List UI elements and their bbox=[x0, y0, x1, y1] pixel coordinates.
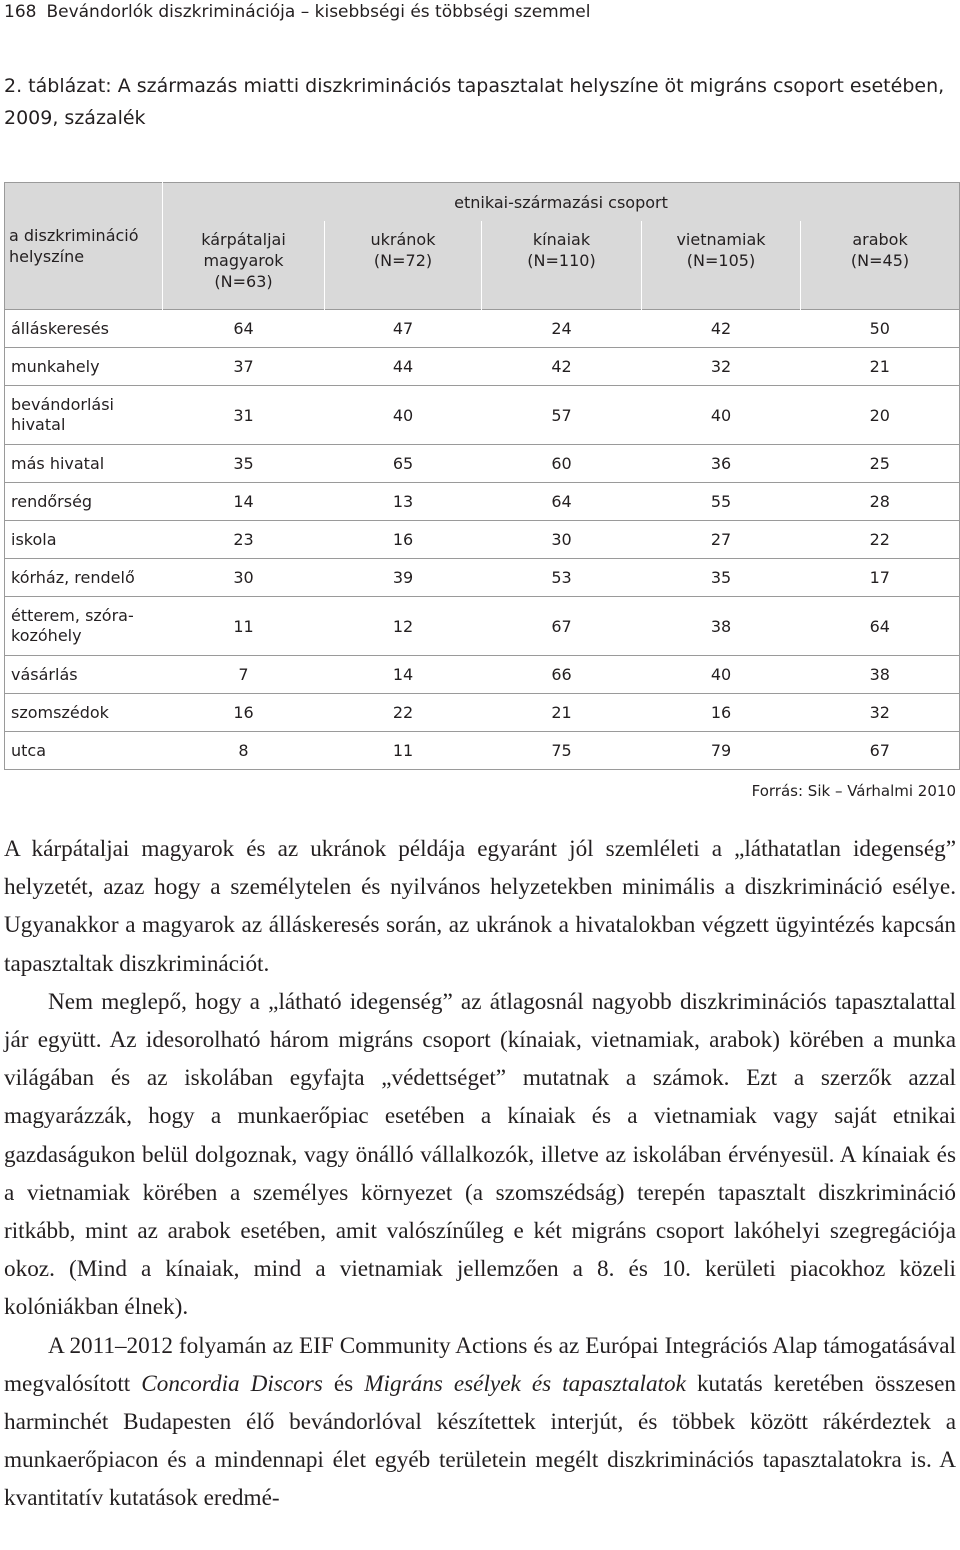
row-label: szomszédok bbox=[5, 694, 163, 732]
discrimination-table bbox=[4, 182, 960, 770]
table-row bbox=[5, 694, 960, 732]
table-cell: 30 bbox=[482, 521, 642, 559]
column-header: ukránok (N=72) bbox=[325, 221, 482, 310]
paragraph-3-text-c: kutatás keretében összesen harminchét Budapesten élő bevándorlóval készítettek interjút, és többek között rákérdeztek a munkaerőpiacon és a mindennapi élet egyéb területein megélt diszkriminációs tapasztalatokra is. A kvantitatív kutatások eredmé- bbox=[4, 1370, 956, 1512]
table-cell: 42 bbox=[642, 310, 801, 348]
table-cell: 60 bbox=[482, 445, 642, 483]
table-cell: 16 bbox=[325, 521, 482, 559]
table-cell: 32 bbox=[801, 694, 960, 732]
table-row bbox=[5, 445, 960, 483]
title-migrans-eselyek: Migráns esélyek és tapasztalatok bbox=[364, 1370, 686, 1397]
table-cell: 55 bbox=[642, 483, 801, 521]
table-row bbox=[5, 310, 960, 348]
column-header: vietnamiak (N=105) bbox=[642, 221, 801, 310]
table-cell: 79 bbox=[642, 732, 801, 770]
table-cell: 11 bbox=[325, 732, 482, 770]
column-header: kínaiak (N=110) bbox=[482, 221, 642, 310]
table-cell: 30 bbox=[163, 559, 325, 597]
table-cell: 20 bbox=[801, 386, 960, 445]
table-cell: 22 bbox=[801, 521, 960, 559]
table-row bbox=[5, 483, 960, 521]
running-head-title: Bevándorlók diszkriminációja – kisebbségi és többségi szemmel bbox=[46, 2, 591, 22]
table-cell: 36 bbox=[642, 445, 801, 483]
table-cell: 75 bbox=[482, 732, 642, 770]
running-head bbox=[4, 2, 954, 28]
paragraph-1: A kárpátaljai magyarok és az ukránok példája egyaránt jól szemléleti a „láthatatlan idegenség” helyzetét, azaz hogy a személytelen és nyilvános helyzetekben minimális a diszkrimináció esélye. Ugyanakkor a magyarok az álláskeresés során, az ukránok a hivatalokban végzett ügyintézés kapcsán tapasztaltak diszkriminációt. bbox=[4, 836, 956, 977]
table-cell: 65 bbox=[325, 445, 482, 483]
table-cell: 37 bbox=[163, 348, 325, 386]
table-cell: 31 bbox=[163, 386, 325, 445]
table-cell: 16 bbox=[163, 694, 325, 732]
column-header: kárpátaljai magyarok (N=63) bbox=[163, 221, 325, 310]
table-cell: 14 bbox=[325, 656, 482, 694]
table-cell: 7 bbox=[163, 656, 325, 694]
table-cell: 35 bbox=[163, 445, 325, 483]
table-cell: 57 bbox=[482, 386, 642, 445]
body-text bbox=[4, 830, 956, 1518]
row-header: a diszkrimináció helyszíne bbox=[5, 183, 163, 310]
table-cell: 17 bbox=[801, 559, 960, 597]
table-cell: 50 bbox=[801, 310, 960, 348]
title-concordia-discors: Concordia Discors bbox=[141, 1370, 323, 1397]
row-label: iskola bbox=[5, 521, 163, 559]
table-row bbox=[5, 559, 960, 597]
table-cell: 66 bbox=[482, 656, 642, 694]
row-label: bevándorlási hivatal bbox=[5, 386, 163, 445]
table-cell: 64 bbox=[482, 483, 642, 521]
row-label: más hivatal bbox=[5, 445, 163, 483]
paragraph-3-text-a: A 2011–2012 folyamán az EIF Community Actions és az Európai Integrációs Alap támogatásával megvalósított bbox=[4, 1332, 956, 1397]
row-label: utca bbox=[5, 732, 163, 770]
table-cell: 16 bbox=[642, 694, 801, 732]
table-cell: 47 bbox=[325, 310, 482, 348]
paragraph-3-text-b: és bbox=[322, 1370, 365, 1397]
table-cell: 12 bbox=[325, 597, 482, 656]
table-cell: 67 bbox=[801, 732, 960, 770]
table-cell: 24 bbox=[482, 310, 642, 348]
table-row bbox=[5, 597, 960, 656]
table-cell: 53 bbox=[482, 559, 642, 597]
table-cell: 40 bbox=[325, 386, 482, 445]
table-cell: 8 bbox=[163, 732, 325, 770]
table-cell: 21 bbox=[482, 694, 642, 732]
row-label: vásárlás bbox=[5, 656, 163, 694]
table-cell: 64 bbox=[801, 597, 960, 656]
table-cell: 42 bbox=[482, 348, 642, 386]
table-row bbox=[5, 656, 960, 694]
table-cell: 25 bbox=[801, 445, 960, 483]
row-label: álláskeresés bbox=[5, 310, 163, 348]
table-cell: 38 bbox=[801, 656, 960, 694]
table-cell: 27 bbox=[642, 521, 801, 559]
table-cell: 67 bbox=[482, 597, 642, 656]
row-label: munkahely bbox=[5, 348, 163, 386]
column-header: arabok (N=45) bbox=[801, 221, 960, 310]
paragraph-3 bbox=[4, 1327, 956, 1518]
table-row bbox=[5, 386, 960, 445]
table-caption: 2. táblázat: A származás miatti diszkriminációs tapasztalat helyszíne öt migráns csoport esetében, 2009, százalék bbox=[4, 75, 945, 129]
table-cell: 13 bbox=[325, 483, 482, 521]
row-label: étterem, szóra- kozóhely bbox=[5, 597, 163, 656]
table-row bbox=[5, 732, 960, 770]
page-number: 168 bbox=[4, 2, 37, 22]
table-cell: 38 bbox=[642, 597, 801, 656]
table-cell: 21 bbox=[801, 348, 960, 386]
table-cell: 64 bbox=[163, 310, 325, 348]
table-cell: 32 bbox=[642, 348, 801, 386]
paragraph-2: Nem meglepő, hogy a „látható idegenség” az átlagosnál nagyobb diszkriminációs tapasztalattal jár együtt. Az idesorolható három migráns csoport (kínaiak, vietnamiak, arabok) körében a munka világában és az iskolában egyfajta „védettséget” mutatnak a számok. Ezt a szerzők azzal magyarázzák, hogy a munkaerőpiac esetében a kínaiak és a vietnamiak vagy saját etnikai gazdaságukon belül dolgoznak, vagy önálló vállalkozók, illetve az iskolában érvényesül. A kínaiak és a vietnamiak körében a személyes környezet (a szomszédság) terepén tapasztalt diszkrimináció ritkább, mint az arabok esetében, amit valószínűleg e két migráns csoport lakóhelyi szegregációja okoz. (Mind a kínaiak, mind a vietnamiak jellemzően a 8. és 10. kerületi piacokhoz közeli kolóniákban élnek). bbox=[4, 988, 956, 1321]
group-header: etnikai-származási csoport bbox=[163, 183, 960, 222]
table-cell: 23 bbox=[163, 521, 325, 559]
table-cell: 44 bbox=[325, 348, 482, 386]
table-row bbox=[5, 521, 960, 559]
table-cell: 40 bbox=[642, 656, 801, 694]
row-label: kórház, rendelő bbox=[5, 559, 163, 597]
table-source: Forrás: Sik – Várhalmi 2010 bbox=[751, 782, 956, 800]
row-label: rendőrség bbox=[5, 483, 163, 521]
table-cell: 35 bbox=[642, 559, 801, 597]
table-cell: 22 bbox=[325, 694, 482, 732]
table-cell: 39 bbox=[325, 559, 482, 597]
table-cell: 11 bbox=[163, 597, 325, 656]
table-cell: 14 bbox=[163, 483, 325, 521]
table-cell: 40 bbox=[642, 386, 801, 445]
table-cell: 28 bbox=[801, 483, 960, 521]
table-row bbox=[5, 348, 960, 386]
